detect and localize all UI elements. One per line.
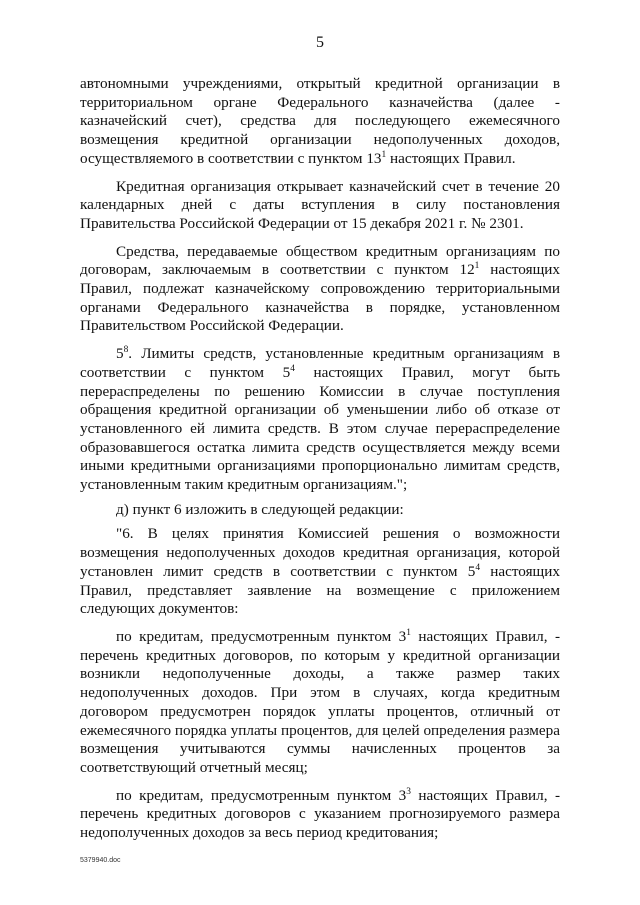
- superscript: 1: [406, 627, 411, 638]
- text-run: по кредитам, предусмотренным пунктом 3: [116, 627, 407, 645]
- text-run: настоящих Правил, могут быть перераспределены по решению Комиссии в случае поступления обращения кредитной организации об уменьшении либо об отказе от установленного ей лимита средств. В этом случае перераспределение образовавшегося остатка лимита средств осуществляется между всеми иными кредитными организациями пропорционально лимитам средств, установленным таким кредитным организациям.";: [80, 363, 561, 494]
- paragraph-clause-6: [80, 525, 560, 619]
- paragraph-account-opening: [80, 178, 560, 234]
- superscript: 1: [381, 149, 387, 160]
- text-run: автономными учреждениями, открытый кредитной организации в территориальном органе Федерального казначейства (далее - казначейский счет), средства для последующего ежемесячного возмещения кредитной организации недополученных доходов, осуществляемого в соответствии с пунктом 13: [80, 75, 560, 167]
- text-run: по кредитам, предусмотренным пунктом 3: [116, 786, 407, 804]
- text-run: настоящих Правил, подлежат казначейскому сопровождению территориальными органами Федерального казначейства в порядке, установленном Правительством Российской Федерации.: [80, 261, 560, 335]
- text-run: Кредитная организация открывает казначейский счет в течение 20 календарных дней с даты вступления в силу постановления Правительства Российской Федерации от 15 декабря 2021 г. № 2301.: [80, 177, 560, 232]
- superscript: 1: [474, 261, 480, 272]
- paragraph-credits-3-1: [80, 628, 560, 778]
- text-run: настоящих Правил, - перечень кредитных договоров с указанием прогнозируемого размера недополученных доходов за весь период кредитования;: [80, 786, 561, 842]
- footer-file-name: 5379940.doc: [80, 857, 121, 864]
- superscript: 8: [123, 345, 129, 356]
- paragraph-limit-redistribution: [80, 345, 560, 495]
- paragraph-treasury-account-definition: [80, 75, 560, 169]
- superscript: 4: [475, 562, 481, 573]
- text-run: настоящих Правил.: [386, 149, 516, 167]
- superscript: 3: [406, 786, 411, 797]
- paragraph-treasury-support: [80, 243, 560, 337]
- text-run: 5: [116, 345, 124, 363]
- text-run: д) пункт 6 изложить в следующей редакции:: [116, 500, 404, 518]
- text-run: Средства, передаваемые обществом кредитным организациям по договорам, заключаемым в соответствии с пунктом 12: [80, 242, 560, 279]
- text-run: . Лимиты средств, установленные кредитным организациям в соответствии с пунктом 5: [80, 345, 560, 381]
- document-body: [80, 75, 560, 843]
- text-run: настоящих Правил, - перечень кредитных договоров, по которым у кредитной организации возникли недополученные доходы, а также размер таких недополученных доходов. При этом в случаях, когда кредитным договором предусмотрен порядок уплаты процентов, отличный от ежемесячного порядка уплаты процентов, для целей определения размера возмещения учитываются суммы начисленных процентов за соответствующий отчетный месяц;: [80, 627, 561, 776]
- paragraph-credits-3-3: [80, 787, 560, 843]
- superscript: 4: [290, 363, 295, 374]
- text-run: "6. В целях принятия Комиссией решения о возможности возмещения недополученных доходов кредитная организация, которой установлен лимит средств в соответствии с пунктом 5: [80, 525, 560, 580]
- paragraph-amendment-item: [80, 501, 560, 520]
- page-number: 5: [316, 34, 324, 51]
- text-run: настоящих Правил, представляет заявление на возмещение с приложением следующих документов:: [80, 562, 560, 618]
